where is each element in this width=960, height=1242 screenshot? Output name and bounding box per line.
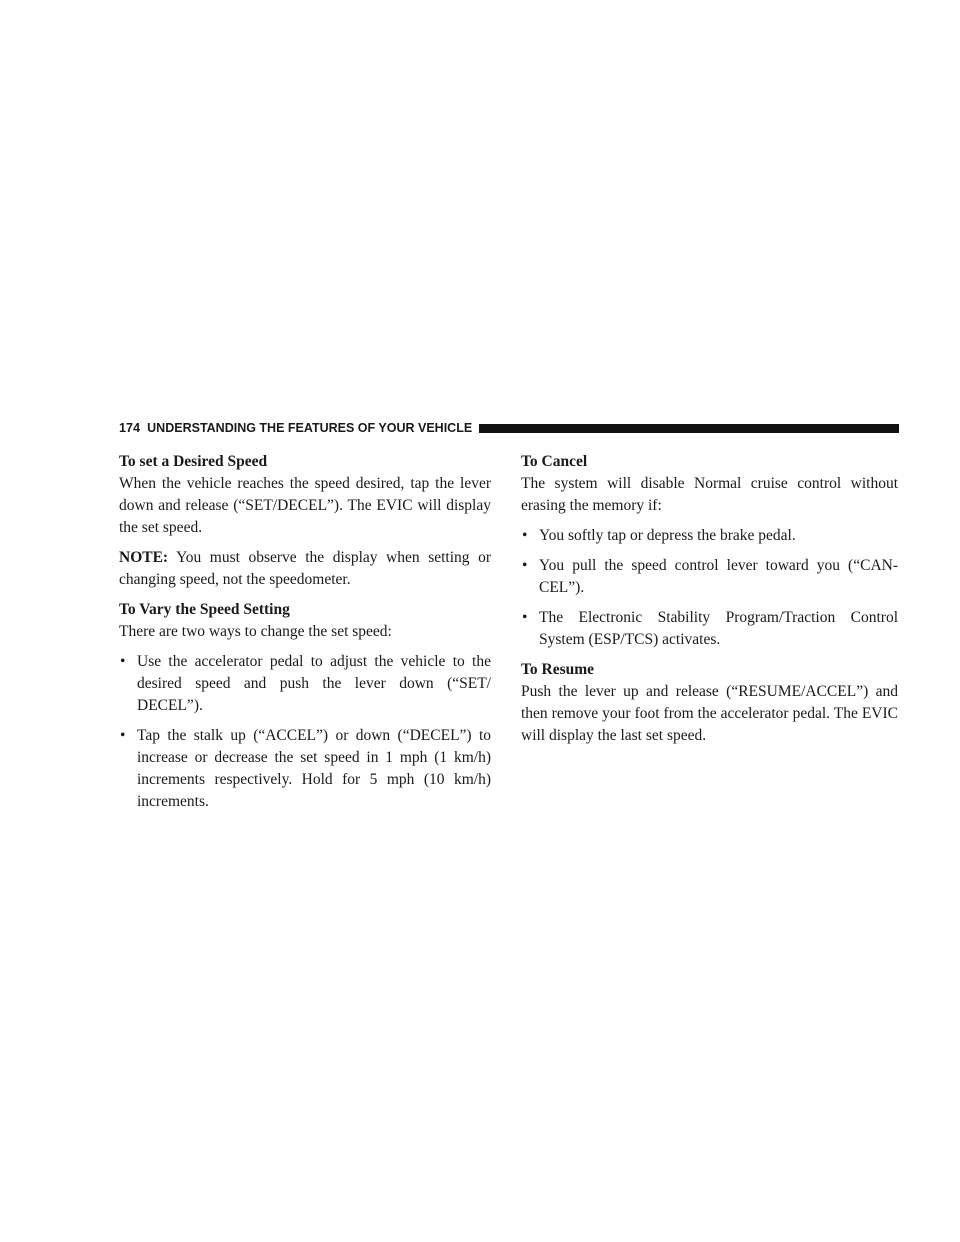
page-number: 174 bbox=[119, 421, 141, 435]
list-item bbox=[119, 725, 491, 813]
list-item-text: Use the accelerator pedal to adjust the vehicle to the desired speed and push the lever down (“SET/ DECEL”). bbox=[137, 653, 491, 714]
paragraph-set-desired-speed: When the vehicle reaches the speed desired, tap the lever down and release (“SET/DECEL”). The EVIC will display the set speed. bbox=[119, 475, 491, 536]
bullet-icon: • bbox=[120, 653, 126, 670]
page-header bbox=[119, 418, 899, 438]
list-item bbox=[521, 555, 898, 599]
left-column bbox=[119, 451, 491, 821]
paragraph-cancel-intro: The system will disable Normal cruise control without erasing the memory if: bbox=[521, 475, 898, 514]
heading-resume: To Resume bbox=[521, 661, 595, 678]
bullet-icon: • bbox=[522, 609, 528, 626]
bullet-icon: • bbox=[522, 557, 528, 574]
list-item bbox=[521, 607, 898, 651]
heading-set-desired-speed: To set a Desired Speed bbox=[119, 453, 268, 470]
section-title: UNDERSTANDING THE FEATURES OF YOUR VEHICLE bbox=[147, 421, 473, 435]
list-item bbox=[119, 651, 491, 717]
note-label: NOTE: bbox=[119, 549, 169, 566]
paragraph-resume: Push the lever up and release (“RESUME/ACCEL”) and then remove your foot from the accelerator pedal. The EVIC will display the last set speed. bbox=[521, 683, 898, 744]
header-rule bbox=[479, 424, 899, 433]
vary-speed-list bbox=[119, 651, 491, 813]
right-column bbox=[521, 451, 898, 755]
heading-vary-speed: To Vary the Speed Setting bbox=[119, 601, 290, 618]
bullet-icon: • bbox=[522, 527, 528, 544]
list-item bbox=[521, 525, 898, 547]
cancel-list bbox=[521, 525, 898, 651]
note-paragraph bbox=[119, 547, 491, 591]
heading-cancel: To Cancel bbox=[521, 453, 588, 470]
note-text: You must observe the display when setting or changing speed, not the speedometer. bbox=[119, 549, 491, 588]
list-item-text: You pull the speed control lever toward you (“CAN- CEL”). bbox=[539, 557, 898, 596]
bullet-icon: • bbox=[120, 727, 126, 744]
list-item-text: You softly tap or depress the brake pedal. bbox=[539, 527, 796, 544]
list-item-text: Tap the stalk up (“ACCEL”) or down (“DECEL”) to increase or decrease the set speed in 1 mph (1 km/h) increments respectively. Hold for 5 mph (10 km/h) increments. bbox=[137, 727, 491, 810]
paragraph-vary-speed-intro: There are two ways to change the set speed: bbox=[119, 623, 392, 640]
list-item-text: The Electronic Stability Program/Traction Control System (ESP/TCS) activates. bbox=[539, 609, 898, 648]
